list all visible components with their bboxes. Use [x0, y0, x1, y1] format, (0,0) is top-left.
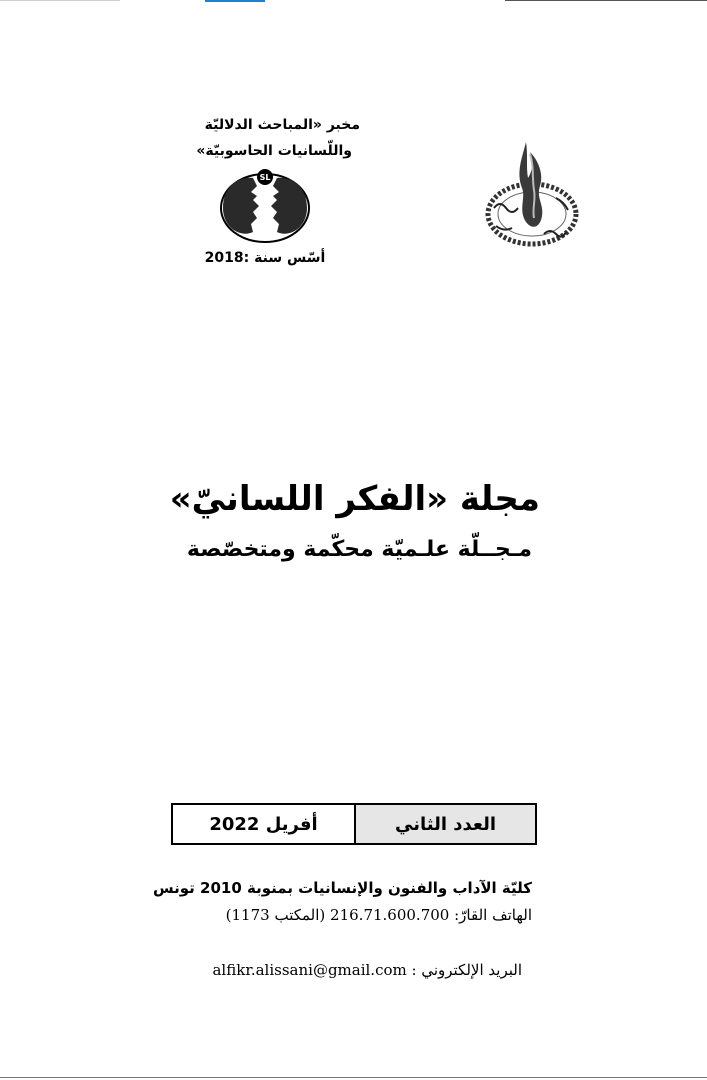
lab-name-line-2: واللّسانيات الحاسوبيّة»	[196, 143, 352, 159]
issue-box	[171, 803, 537, 845]
journal-subtitle: مـجــلّة علـميّة محكّمة ومتخصّصة	[186, 537, 532, 562]
lab-logo-faces-vase-icon	[217, 168, 313, 244]
bottom-rule	[0, 1077, 707, 1078]
journal-title: مجلة «الفكر اللسانيّ»	[169, 479, 540, 519]
email-label: البريد الإلكتروني :	[411, 961, 522, 979]
issue-date: أفريل 2022	[173, 805, 356, 843]
lab-header	[170, 112, 360, 266]
top-rule	[0, 0, 120, 1]
top-rule-accent	[205, 0, 265, 2]
founded-year: أسّس سنة :2018	[204, 250, 326, 266]
lab-name-line-1: مخبر «المباحث الدلاليّة	[204, 117, 360, 133]
email-address[interactable]: alfikr.alissani@gmail.com	[212, 961, 407, 979]
phone-line: الهاتف القارّ: 216.71.600.700 (المكتب 1173)	[225, 906, 532, 924]
faculty-address: كليّة الآداب والفنون والإنسانيات بمنوبة 2010 تونس	[152, 879, 532, 897]
top-rule	[505, 0, 707, 1]
lab-logo-initials: SL	[259, 173, 271, 182]
email-line	[150, 958, 522, 982]
university-emblem-icon	[482, 138, 584, 252]
issue-number: العدد الثاني	[356, 805, 535, 843]
